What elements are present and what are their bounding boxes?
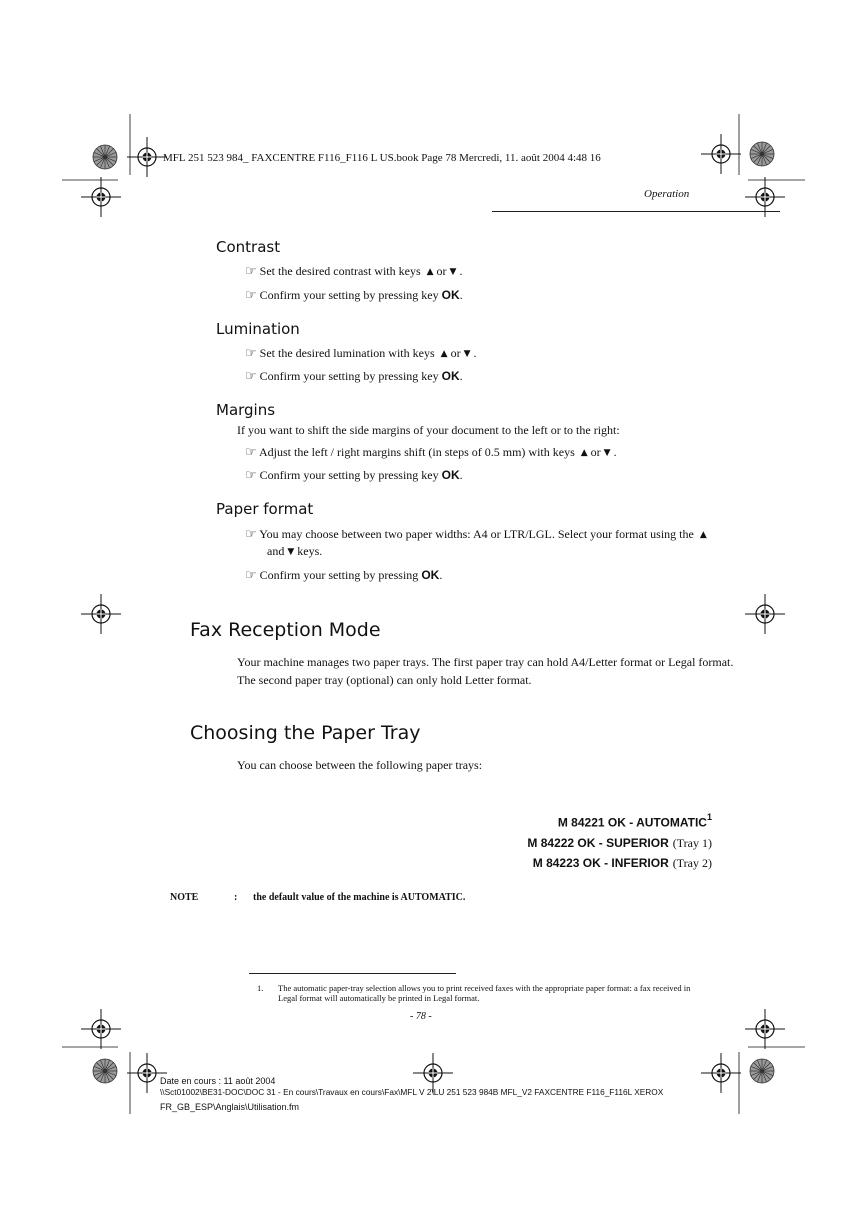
color-bar-icon <box>93 1059 117 1083</box>
pointing-hand-icon: ☞ <box>245 264 257 279</box>
crop-registration-mark-icon <box>745 1009 785 1049</box>
margins-step-1: ☞ Adjust the left / right margins shift (in steps of 0.5 mm) with keys ▲ or ▼ . <box>245 445 617 460</box>
section-header: Operation <box>644 188 690 200</box>
left-arrow-key-icon: ▲ <box>580 448 588 458</box>
lumination-heading: Lumination <box>216 320 300 338</box>
tray-option-inferior: M 84223 OK - INFERIOR (Tray 2) <box>532 856 712 870</box>
paper-tray-heading: Choosing the Paper Tray <box>190 722 421 744</box>
pointing-hand-icon: ☞ <box>245 568 257 583</box>
tray-option-automatic: M 84221 OK - AUTOMATIC$^1$ <box>557 812 712 830</box>
note-text: the default value of the machine is AUTOMATIC. <box>253 892 466 903</box>
paper-format-step-2: ☞ Confirm your setting by pressing OK. <box>245 568 443 583</box>
contrast-heading: Contrast <box>216 238 281 256</box>
pointing-hand-icon: ☞ <box>245 527 257 542</box>
note-colon: : <box>234 892 238 903</box>
footnote-number: 1. <box>257 983 264 993</box>
color-bar-icon <box>750 1059 774 1083</box>
pointing-hand-icon: ☞ <box>245 445 257 460</box>
ok-key-label: OK <box>421 568 440 582</box>
pointing-hand-icon: ☞ <box>245 468 257 483</box>
crop-registration-mark-icon <box>127 137 167 177</box>
ok-key-label: OK <box>441 288 460 302</box>
book-info-line: MFL 251 523 984_ FAXCENTRE F116_F116 L US.book Page 78 Mercredi, 11. août 2004 4:48 16 <box>163 152 601 164</box>
footer-date: Date en cours : 11 août 2004 <box>160 1076 276 1086</box>
fax-reception-para-line-1: Your machine manages two paper trays. The first paper tray can hold A4/Letter format or Legal format. <box>237 655 734 669</box>
paper-format-heading: Paper format <box>216 500 314 518</box>
pointing-hand-icon: ☞ <box>245 346 257 361</box>
note-label: NOTE <box>170 892 199 903</box>
crop-registration-mark-icon <box>81 177 121 217</box>
crop-registration-mark-icon <box>81 1009 121 1049</box>
contrast-step-2: ☞ Confirm your setting by pressing key OK. <box>245 288 463 303</box>
color-bar-icon <box>750 142 774 166</box>
down-arrow-key-icon: ▼ <box>463 349 471 359</box>
ok-key-label: OK <box>441 468 460 482</box>
contrast-step-1: ☞ Set the desired contrast with keys ▲ or ▼ . <box>245 264 463 279</box>
footnote-rule <box>249 973 456 974</box>
footer-path: \\Sct01002\BE31-DOC\DOC 31 - En cours\Travaux en cours\Fax\MFL V 2\LU 251 523 984B MFL_V2 FAXCENTRE F116_F116L XEROX <box>160 1087 664 1097</box>
right-arrow-key-icon: ▼ <box>603 448 611 458</box>
margins-heading: Margins <box>216 401 276 419</box>
pointing-hand-icon: ☞ <box>245 288 257 303</box>
paper-tray-intro: You can choose between the following paper trays: <box>237 758 483 772</box>
crop-registration-mark-icon <box>745 594 785 634</box>
lumination-step-2: ☞ Confirm your setting by pressing key OK. <box>245 369 463 384</box>
up-arrow-key-icon: ▲ <box>440 349 448 359</box>
margins-intro: If you want to shift the side margins of your document to the left or to the right: <box>237 423 620 437</box>
up-arrow-key-icon: ▲ <box>699 530 707 540</box>
fax-reception-heading: Fax Reception Mode <box>190 619 381 641</box>
crop-registration-mark-icon <box>701 134 741 174</box>
down-arrow-key-icon: ▼ <box>449 267 457 277</box>
margins-step-2: ☞ Confirm your setting by pressing key OK. <box>245 468 463 483</box>
page-number: - 78 - <box>410 1011 432 1022</box>
crop-registration-mark-icon <box>81 594 121 634</box>
ok-key-label: OK <box>441 369 460 383</box>
down-arrow-key-icon: ▼ <box>287 547 295 557</box>
fax-reception-para-line-2: The second paper tray (optional) can only hold Letter format. <box>237 673 532 687</box>
color-bar-icon <box>93 145 117 169</box>
paper-format-step-1: ☞ You may choose between two paper widths: A4 or LTR/LGL. Select your format using the ▲ <box>245 527 707 542</box>
header-rule <box>492 211 780 212</box>
footnote-line-1: The automatic paper-tray selection allows you to print received faxes with the appropriate paper format: a fax received in <box>278 983 691 993</box>
tray-option-superior: M 84222 OK - SUPERIOR (Tray 1) <box>527 836 712 850</box>
paper-format-step-1-cont: and ▼ keys. <box>267 544 323 558</box>
pointing-hand-icon: ☞ <box>245 369 257 384</box>
lumination-step-1: ☞ Set the desired lumination with keys ▲ or ▼ . <box>245 346 477 361</box>
footnote-line-2: Legal format will automatically be printed in Legal format. <box>278 993 480 1003</box>
footer-file: FR_GB_ESP\Anglais\Utilisation.fm <box>160 1102 300 1112</box>
crop-registration-mark-icon <box>701 1053 741 1093</box>
up-arrow-key-icon: ▲ <box>426 267 434 277</box>
footnote-ref: 1 <box>706 812 712 822</box>
